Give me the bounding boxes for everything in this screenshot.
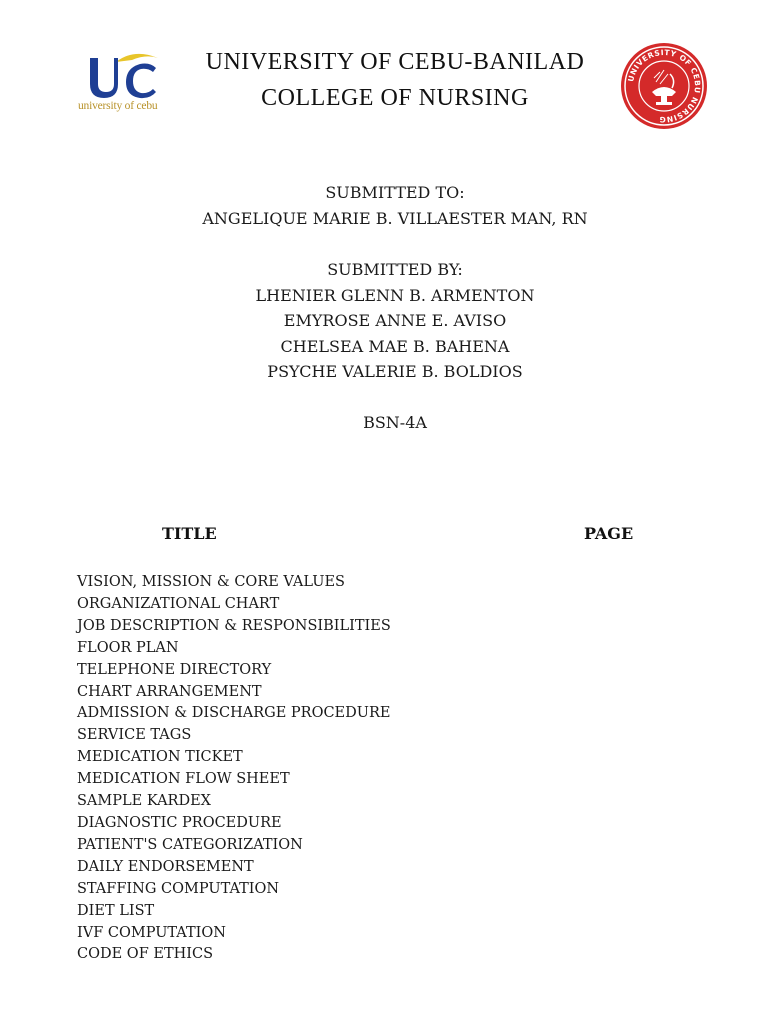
toc-item: SERVICE TAGS — [77, 727, 192, 744]
toc-item: JOB DESCRIPTION & RESPONSIBILITIES — [77, 617, 391, 634]
student-name: EMYROSE ANNE E. AVISO — [283, 311, 507, 330]
student-name: LHENIER GLENN B. ARMENTON — [255, 285, 535, 305]
college-name: COLLEGE OF NURSING — [261, 85, 529, 111]
nursing-seal — [620, 42, 708, 130]
submitted-to-block — [0, 180, 768, 231]
toc-item: PATIENT'S CATEGORIZATION — [77, 836, 303, 853]
class-section: BSN-4A — [363, 413, 427, 432]
logo-caption: university of cebu — [78, 100, 158, 112]
toc-item: STAFFING COMPUTATION — [77, 880, 280, 897]
seal-emblem — [620, 42, 708, 130]
toc-item: MEDICATION TICKET — [77, 749, 243, 766]
toc-item: DAILY ENDORSEMENT — [77, 858, 254, 875]
toc-item: SAMPLE KARDEX — [77, 793, 211, 810]
toc-page-header: PAGE — [584, 524, 634, 543]
toc-title-header: TITLE — [162, 524, 217, 543]
seal-text: UNIVERSITY OF CEBU NURSING — [626, 47, 703, 125]
student-name: PSYCHE VALERIE B. BOLDIOS — [267, 362, 523, 381]
uc-logo-mark — [76, 50, 176, 102]
toc-item: FLOOR PLAN — [77, 639, 179, 656]
toc-item: ORGANIZATIONAL CHART — [77, 595, 280, 612]
uc-logo — [76, 50, 176, 118]
submitted-by-block — [0, 257, 768, 385]
toc-item: DIAGNOSTIC PROCEDURE — [77, 814, 282, 831]
table-of-contents — [77, 572, 391, 966]
toc-item: MEDICATION FLOW SHEET — [77, 771, 290, 788]
toc-item: VISION, MISSION & CORE VALUES — [77, 574, 345, 590]
toc-item: IVF COMPUTATION — [77, 924, 226, 941]
university-name: UNIVERSITY OF CEBU-BANILAD — [205, 49, 585, 75]
toc-item: ADMISSION & DISCHARGE PROCEDURE — [77, 705, 391, 722]
section-block — [0, 410, 768, 436]
student-name: CHELSEA MAE B. BAHENA — [280, 336, 510, 356]
instructor-name: ANGELIQUE MARIE B. VILLAESTER MAN, RN — [202, 208, 588, 228]
toc-item: CHART ARRANGEMENT — [77, 683, 262, 700]
header-titles — [180, 44, 610, 116]
submitted-by-label: SUBMITTED BY: — [327, 260, 463, 279]
toc-item: DIET LIST — [77, 902, 155, 919]
toc-item: CODE OF ETHICS — [77, 946, 214, 963]
submitted-to-label: SUBMITTED TO: — [325, 183, 465, 202]
toc-item: TELEPHONE DIRECTORY — [77, 661, 272, 678]
